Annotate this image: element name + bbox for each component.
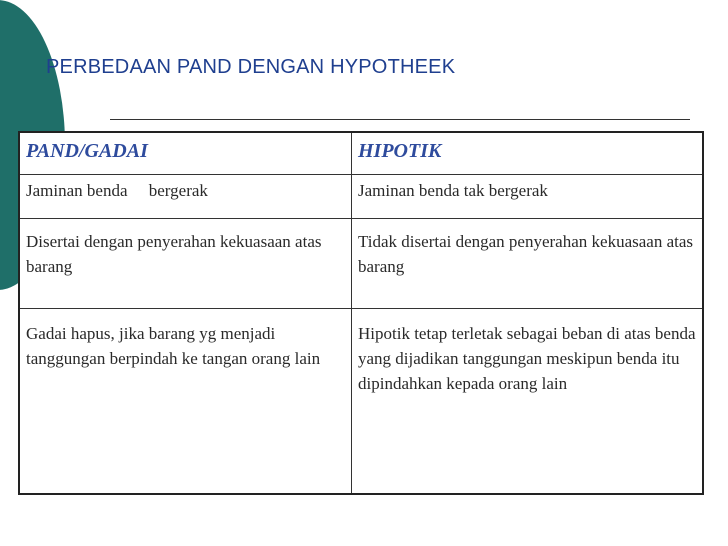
header-hipotik: HIPOTIK <box>358 140 442 162</box>
slide-title: PERBEDAAN PAND DENGAN HYPOTHEEK <box>46 56 456 78</box>
table-row <box>20 175 702 219</box>
table-cell-hipotik: Tidak disertai dengan penyerahan kekuasaan atas barang <box>358 232 694 276</box>
comparison-table <box>18 131 704 495</box>
table-cell-hipotik: Jaminan benda tak bergerak <box>358 181 548 200</box>
table-cell-gadai: Gadai hapus, jika barang yg menjadi tanggungan berpindah ke tangan orang lain <box>20 309 352 493</box>
table-row <box>20 219 702 309</box>
table-row <box>20 309 702 493</box>
header-pand-gadai: PAND/GADAI <box>20 133 352 174</box>
table-cell-gadai: Disertai dengan penyerahan kekuasaan atas barang <box>20 219 352 308</box>
table-cell-gadai: Jaminan benda bergerak <box>20 175 352 218</box>
title-divider <box>110 119 690 120</box>
table-header-row <box>20 133 702 175</box>
table-cell-hipotik: Hipotik tetap terletak sebagai beban di atas benda yang dijadikan tanggungan meskipun benda itu dipindahkan kepada orang lain <box>358 324 696 393</box>
